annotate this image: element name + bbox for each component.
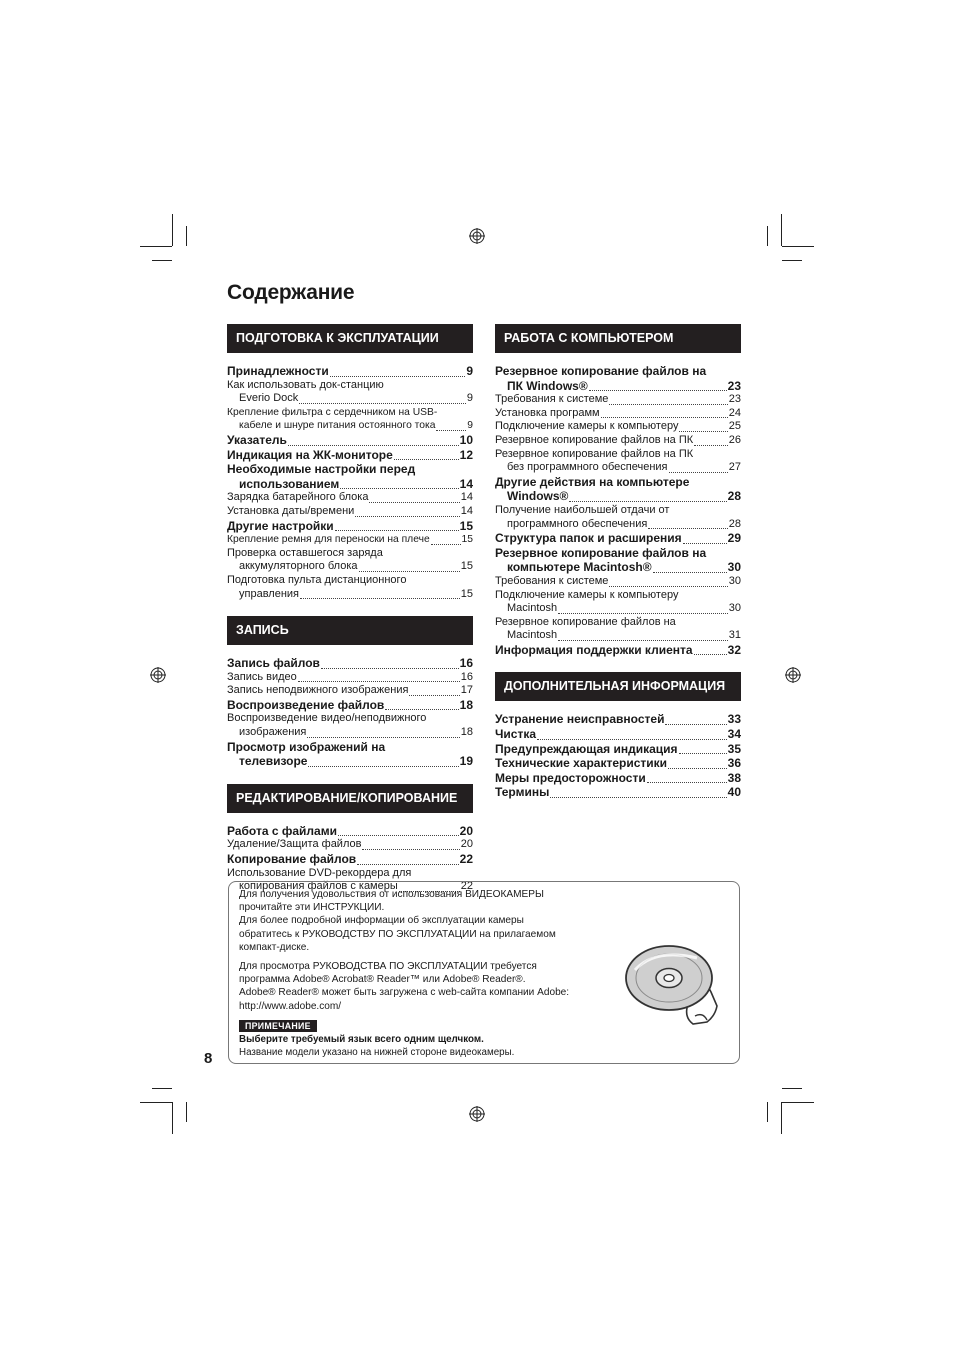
toc-entry-label: Структура папок и расширения — [495, 531, 682, 546]
toc-page-number: 28 — [727, 489, 741, 504]
toc-entry-label: Информация поддержки клиента — [495, 642, 693, 657]
toc-entry-text: Крепление фильтра с сердечником на USB- — [227, 406, 438, 418]
leader-dots — [436, 430, 466, 431]
toc-page-number: 25 — [728, 420, 741, 433]
toc-entry-text: Подготовка пульта дистанционного — [227, 573, 407, 586]
section-header: РЕДАКТИРОВАНИЕ/КОПИРОВАНИЕ — [227, 784, 473, 813]
toc-page-number: 9 — [466, 364, 473, 378]
toc-entry-label: программного обеспечения — [507, 517, 648, 530]
toc-entry[interactable] — [495, 518, 741, 532]
toc-page-number: 20 — [459, 823, 473, 838]
toc-page-number: 17 — [460, 684, 473, 697]
leader-dots — [288, 445, 459, 446]
toc-page-number: 20 — [460, 838, 473, 851]
toc-entry[interactable] — [495, 393, 741, 407]
toc-entry[interactable] — [495, 461, 741, 475]
leader-dots — [330, 376, 466, 377]
toc-entry[interactable] — [495, 629, 741, 643]
info-line: Для более подробной информации об эксплуатации камеры — [239, 915, 524, 927]
toc-entry-label: Индикация на ЖК-мониторе — [227, 447, 393, 462]
toc-entry-label: Установка программ — [495, 406, 600, 419]
toc-entry-label: Запись видео — [227, 670, 297, 683]
toc-entry[interactable] — [227, 433, 473, 448]
toc-entry-label: Резервное копирование файлов на ПК — [495, 433, 694, 446]
toc-page-number: 15 — [461, 534, 473, 546]
toc-page-number: 28 — [728, 517, 741, 530]
toc-entry-label: Запись неподвижного изображения — [227, 684, 409, 697]
leader-dots — [340, 488, 458, 489]
toc-entry[interactable] — [495, 712, 741, 727]
toc-entry[interactable] — [227, 824, 473, 839]
toc-entry[interactable] — [227, 477, 473, 492]
toc-entry-label: копирования файлов с камеры — [239, 880, 398, 893]
leader-dots — [609, 586, 727, 587]
toc-entry-label: Термины — [495, 785, 550, 800]
toc-entry[interactable] — [495, 785, 741, 800]
leader-dots — [668, 768, 727, 769]
leader-dots — [569, 501, 726, 502]
toc-page-number: 14 — [460, 504, 473, 517]
note-bold-text: Выберите требуемый язык всего одним щелчком. — [239, 1034, 484, 1045]
toc-entry[interactable] — [495, 756, 741, 771]
toc-page-number: 16 — [460, 670, 473, 683]
leader-dots — [558, 640, 728, 641]
toc-page-number: 30 — [728, 574, 741, 587]
toc-entry[interactable] — [227, 448, 473, 463]
section-header: РАБОТА С КОМПЬЮТЕРОМ — [495, 324, 741, 353]
toc-page-number: 35 — [727, 741, 741, 756]
leader-dots — [648, 528, 727, 529]
info-line: Для получения удовольствия от использования ВИДЕОКАМЕРЫ — [239, 889, 544, 900]
leader-dots — [431, 544, 461, 545]
toc-entry-label: Меры предосторожности — [495, 770, 646, 785]
toc-page-number: 14 — [459, 476, 473, 491]
leader-dots — [338, 835, 459, 836]
toc-entry-label: Требования к системе — [495, 393, 609, 406]
toc-entry-text: Как использовать док-станцию — [227, 378, 384, 391]
toc-entry[interactable] — [227, 419, 473, 433]
toc-entry-label: Принадлежности — [227, 364, 329, 378]
toc-entry-label: компьютере Macintosh® — [507, 560, 652, 575]
toc-page-number: 22 — [460, 880, 473, 893]
toc-entry-label: Требования к системе — [495, 574, 609, 587]
toc-entry-label: аккумуляторного блока — [239, 560, 358, 573]
toc-page-number: 40 — [727, 785, 741, 800]
info-line: Adobe® Reader® может быть загружена с web-сайта компании Adobe: — [239, 987, 570, 999]
toc-entry-label: изображения — [239, 726, 307, 739]
toc-page-number: 36 — [727, 756, 741, 771]
section-header: ПОДГОТОВКА К ЭКСПЛУАТАЦИИ — [227, 324, 473, 353]
registration-mark-icon — [150, 667, 166, 683]
toc-entry[interactable] — [227, 364, 473, 379]
toc-entry[interactable] — [495, 434, 741, 448]
info-text — [239, 888, 619, 1013]
leader-dots — [299, 403, 466, 404]
leader-dots — [679, 753, 727, 754]
toc-page-number: 31 — [728, 629, 741, 642]
leader-dots — [409, 695, 459, 696]
toc-entry-label: без программного обеспечения — [507, 461, 668, 474]
info-link[interactable]: http://www.adobe.com/ — [239, 1000, 342, 1012]
leader-dots — [308, 766, 458, 767]
toc-entry-text: Резервное копирование файлов на — [495, 615, 676, 628]
toc-entry[interactable] — [495, 742, 741, 757]
leader-dots — [298, 681, 460, 682]
toc-left-column — [227, 324, 473, 894]
toc-entry-label: Everio Dock — [239, 392, 299, 405]
toc-entry[interactable] — [227, 726, 473, 740]
toc-entry-label: Работа с файлами — [227, 823, 337, 838]
toc-entry[interactable] — [227, 519, 473, 534]
toc-entry-text: Резервное копирование файлов на — [495, 364, 707, 378]
toc-entry[interactable] — [227, 754, 473, 769]
toc-entry-text: Проверка оставшегося заряда — [227, 546, 383, 559]
toc-entry-text: Воспроизведение видео/неподвижного — [227, 712, 427, 725]
toc-entry-label: Предупреждающая индикация — [495, 741, 678, 756]
toc-entry-text: Резервное копирование файлов на ПК — [495, 447, 694, 460]
toc-entry-label: Windows® — [507, 489, 569, 504]
leader-dots — [683, 543, 727, 544]
leader-dots — [694, 445, 728, 446]
toc-entry[interactable] — [495, 602, 741, 616]
toc-entry-label: Подключение камеры к компьютеру — [495, 420, 679, 433]
leader-dots — [589, 390, 727, 391]
toc-page-number: 30 — [727, 560, 741, 575]
page-title: Содержание — [227, 281, 355, 304]
section-header: ЗАПИСЬ — [227, 616, 473, 645]
toc-entry[interactable] — [495, 771, 741, 786]
section-header: ДОПОЛНИТЕЛЬНАЯ ИНФОРМАЦИЯ — [495, 672, 741, 701]
toc-entry-label: Macintosh — [507, 629, 558, 642]
page-number: 8 — [204, 1050, 213, 1067]
toc-entry[interactable] — [227, 838, 473, 852]
toc-entry-label: Копирование файлов — [227, 852, 357, 867]
leader-dots — [335, 530, 459, 531]
cd-disc-icon — [625, 940, 725, 1030]
toc-entry[interactable] — [495, 420, 741, 434]
toc-page-number: 33 — [727, 712, 741, 727]
toc-entry-label: Запись файлов — [227, 656, 320, 671]
leader-dots — [300, 598, 460, 599]
leader-dots — [665, 724, 726, 725]
toc-entry-label: Удаление/Защита файлов — [227, 838, 362, 851]
toc-entry-label: Устранение неисправностей — [495, 712, 665, 727]
toc-page-number: 22 — [459, 852, 473, 867]
toc-entry-label: Другие настройки — [227, 518, 334, 533]
toc-page-number: 32 — [727, 642, 741, 657]
toc-entry[interactable] — [227, 671, 473, 685]
toc-entry[interactable] — [227, 684, 473, 698]
info-line: прочитайте эти ИНСТРУКЦИИ. — [239, 902, 385, 914]
info-box — [228, 881, 740, 1064]
toc-page-number: 15 — [459, 518, 473, 533]
toc-entry[interactable] — [227, 392, 473, 406]
toc-entry[interactable] — [227, 533, 473, 547]
toc-entry[interactable] — [495, 727, 741, 742]
toc-entry-label: Воспроизведение файлов — [227, 697, 385, 712]
toc-page-number: 19 — [459, 754, 473, 769]
leader-dots — [362, 849, 459, 850]
toc-page-number: 38 — [727, 770, 741, 785]
leader-dots — [355, 516, 459, 517]
toc-page-number: 26 — [728, 433, 741, 446]
toc-entry[interactable] — [495, 407, 741, 421]
leader-dots — [369, 502, 459, 503]
leader-dots — [307, 737, 459, 738]
toc-entry-text: Получение наибольшей отдачи от — [495, 503, 670, 516]
toc-entry[interactable] — [227, 491, 473, 505]
note-text: Название модели указано на нижней стороне видеокамеры. — [239, 1047, 515, 1058]
leader-dots — [394, 459, 459, 460]
toc-right-column — [495, 324, 741, 800]
toc-entry-label: Установка даты/времени — [227, 504, 355, 517]
info-line: Для просмотра РУКОВОДСТВА ПО ЭКСПЛУАТАЦИИ требуется — [239, 961, 537, 973]
toc-entry-label: Технические характеристики — [495, 756, 668, 771]
toc-entry-label: управления — [239, 587, 299, 600]
toc-entry[interactable] — [495, 575, 741, 589]
toc-page-number: 10 — [459, 432, 473, 447]
toc-entry[interactable] — [495, 489, 741, 504]
toc-entry-text: Просмотр изображений на — [227, 739, 386, 754]
toc-page-number: 29 — [727, 531, 741, 546]
toc-entry-label: использованием — [239, 476, 340, 491]
toc-entry-label: Зарядка батарейного блока — [227, 491, 369, 504]
info-line: программа Adobe® Acrobat® Reader™ или Adobe® Reader®. — [239, 974, 526, 986]
toc-entry[interactable] — [495, 531, 741, 546]
toc-page-number: 18 — [459, 697, 473, 712]
toc-page-number: 30 — [728, 602, 741, 615]
toc-page-number: 24 — [728, 406, 741, 419]
toc-entry-text: Другие действия на компьютере — [495, 474, 690, 489]
leader-dots — [537, 739, 727, 740]
leader-dots — [694, 654, 727, 655]
toc-page-number: 9 — [467, 420, 473, 432]
info-line: обратитесь к РУКОВОДСТВУ ПО ЭКСПЛУАТАЦИИ на прилагаемом — [239, 928, 556, 940]
toc-entry-label: Чистка — [495, 727, 537, 742]
toc-page-number: 15 — [460, 560, 473, 573]
toc-entry[interactable] — [495, 560, 741, 575]
note-badge: ПРИМЕЧАНИЕ — [239, 1020, 317, 1032]
toc-entry[interactable] — [227, 698, 473, 713]
leader-dots — [321, 668, 459, 669]
toc-entry-text: Использование DVD-рекордера для — [227, 866, 412, 879]
leader-dots — [669, 472, 728, 473]
toc-entry-text: Резервное копирование файлов на — [495, 545, 707, 560]
toc-entry-text: Необходимые настройки перед — [227, 462, 416, 477]
leader-dots — [601, 417, 728, 418]
toc-entry[interactable] — [227, 656, 473, 671]
toc-entry[interactable] — [227, 505, 473, 519]
toc-page-number: 34 — [727, 727, 741, 742]
leader-dots — [653, 572, 727, 573]
leader-dots — [357, 864, 458, 865]
toc-page-number: 23 — [728, 393, 741, 406]
toc-page-number: 18 — [460, 726, 473, 739]
leader-dots — [647, 782, 727, 783]
toc-page-number: 14 — [460, 491, 473, 504]
leader-dots — [359, 571, 460, 572]
leader-dots — [609, 404, 727, 405]
registration-mark-icon — [785, 667, 801, 683]
toc-entry[interactable] — [227, 560, 473, 574]
toc-entry[interactable] — [495, 643, 741, 658]
registration-mark-icon — [469, 228, 485, 244]
toc-entry[interactable] — [227, 588, 473, 602]
toc-page-number: 15 — [460, 587, 473, 600]
registration-mark-icon — [469, 1106, 485, 1122]
toc-page-number: 23 — [727, 378, 741, 393]
leader-dots — [558, 613, 728, 614]
toc-page-number: 12 — [459, 447, 473, 462]
info-line: компакт-диске. — [239, 941, 310, 953]
toc-entry-label: ПК Windows® — [507, 378, 588, 393]
leader-dots — [550, 797, 726, 798]
toc-page-number: 16 — [459, 656, 473, 671]
toc-entry[interactable] — [495, 379, 741, 394]
leader-dots — [679, 431, 727, 432]
leader-dots — [385, 709, 458, 710]
toc-entry-label: Крепление ремня для переноски на плече — [227, 534, 430, 546]
toc-entry-label: телевизоре — [239, 754, 308, 769]
toc-entry[interactable] — [227, 852, 473, 867]
toc-entry-label: Macintosh — [507, 602, 558, 615]
toc-page-number: 27 — [728, 461, 741, 474]
toc-entry-label: кабеле и шнуре питания остоянного тока — [239, 420, 436, 432]
toc-entry-label: Указатель — [227, 432, 287, 447]
toc-entry-text: Подключение камеры к компьютеру — [495, 588, 679, 601]
toc-page-number: 9 — [466, 392, 473, 405]
